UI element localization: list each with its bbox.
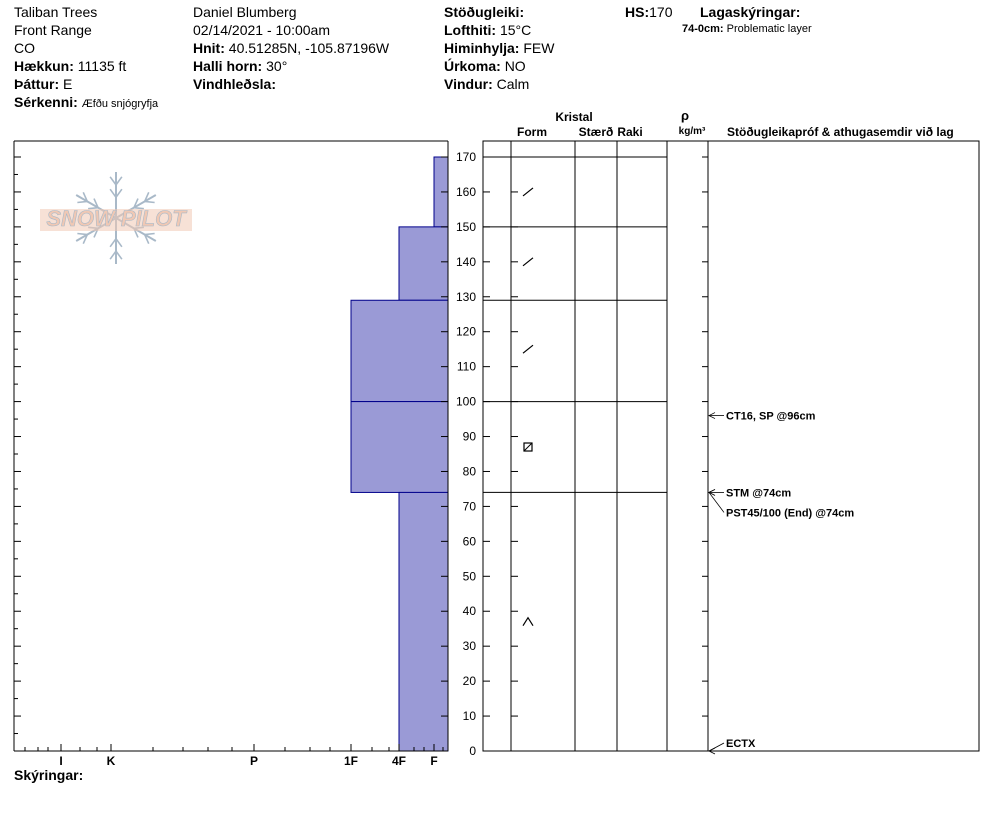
precip-label: Úrkoma: <box>444 58 501 74</box>
grain-symbol-slash <box>523 345 533 353</box>
aspect-label: Þáttur: <box>14 76 60 92</box>
profile-table-frame <box>483 141 979 751</box>
aspect-value: E <box>63 76 73 92</box>
layer-note-text: Problematic layer <box>726 23 812 35</box>
hardness-layer <box>351 402 448 493</box>
snowpilot-watermark <box>40 172 192 264</box>
coords-label: Hnit: <box>193 40 225 56</box>
height-tick-label: 110 <box>456 359 476 374</box>
height-tick-label: 170 <box>455 150 476 164</box>
stability-tests <box>709 411 854 754</box>
height-tick-label: 40 <box>462 604 476 619</box>
hs-value: 170 <box>649 4 673 20</box>
test-leader-line <box>709 492 724 512</box>
grain-form-symbols <box>523 188 533 626</box>
hs-label: HS: <box>625 4 650 20</box>
hardness-tick-label: F <box>430 754 438 768</box>
height-tick-label: 60 <box>462 534 476 549</box>
rho-header: ρ <box>680 108 690 123</box>
observer-name: Daniel Blumberg <box>193 4 297 20</box>
height-tick-label: 160 <box>455 184 476 199</box>
test-label: ECTX <box>726 738 756 750</box>
height-tick-label: 50 <box>462 569 476 584</box>
layer-note-range: 74-0cm: <box>682 23 724 35</box>
grain-symbol-slash <box>523 188 533 196</box>
air-temp-value: 15°C <box>499 22 532 38</box>
wind-loading-label: Vindhleðsla: <box>193 76 276 92</box>
hardness-layers <box>351 157 448 751</box>
size-header: Stærð <box>578 125 614 139</box>
form-header: Form <box>517 125 547 139</box>
watermark-text: SNOW PILOT <box>46 206 186 231</box>
snowflake-branch <box>77 234 87 235</box>
moisture-header: Raki <box>617 125 643 139</box>
sky-value: FEW <box>523 40 555 56</box>
snowflake-branch <box>77 201 87 202</box>
height-tick-label: 30 <box>462 639 476 654</box>
density-unit-header: kg/m³ <box>678 126 706 137</box>
height-axis-labels <box>456 150 476 758</box>
hardness-layer <box>351 300 448 401</box>
snowflake-branch <box>145 201 155 202</box>
height-tick-label: 80 <box>462 464 476 479</box>
hardness-layer <box>399 492 448 751</box>
hardness-tick-label: I <box>59 754 63 768</box>
tests-header: Stöðugleikapróf & athugasemdir við lag <box>727 125 954 139</box>
features-label: Sérkenni: <box>14 94 78 110</box>
hardness-tick-label: 1F <box>343 754 359 768</box>
elevation-label: Hækkun: <box>14 58 74 74</box>
layer-notes-title: Lagaskýringar: <box>700 4 801 20</box>
height-tick-label: 100 <box>455 394 476 409</box>
observation-datetime: 02/14/2021 - 10:00am <box>193 22 330 38</box>
height-tick-label: 140 <box>455 254 476 269</box>
wind-value: Calm <box>496 76 530 92</box>
hardness-layer <box>399 227 448 300</box>
location-name: Taliban Trees <box>14 4 98 20</box>
elevation-value: 11135 ft <box>77 58 127 74</box>
hardness-ticks <box>25 744 443 768</box>
coords-value: 40.51285N, -105.87196W <box>228 40 390 56</box>
test-label: STM @74cm <box>726 487 792 500</box>
grain-symbol-caret <box>523 618 533 626</box>
sky-label: Himinhylja: <box>444 40 520 56</box>
stability-label: Stöðugleiki: <box>444 4 525 20</box>
precip-value: NO <box>504 58 526 74</box>
slope-value: 30° <box>266 58 288 74</box>
height-tick-label: 150 <box>455 219 476 234</box>
grain-symbol-slash <box>523 258 533 266</box>
slope-label: Halli horn: <box>193 58 263 74</box>
hardness-tick-label: P <box>249 754 259 768</box>
test-label: PST45/100 (End) @74cm <box>726 507 855 520</box>
hardness-tick-label: 4F <box>391 754 407 768</box>
snowflake-branch <box>145 234 155 235</box>
state-name: CO <box>14 40 35 56</box>
hardness-tick-label: K <box>106 754 116 768</box>
footer-notes-label: Skýringar: <box>14 767 84 783</box>
air-temp-label: Lofthiti: <box>444 22 497 38</box>
height-tick-label: 10 <box>462 709 476 724</box>
height-tick-label: 90 <box>462 429 476 444</box>
height-tick-label: 70 <box>462 499 476 514</box>
range-name: Front Range <box>14 22 92 38</box>
height-tick-label: 0 <box>469 744 476 758</box>
grain-symbol-box-diag <box>524 443 532 451</box>
height-tick-label: 130 <box>455 289 476 304</box>
height-tick-label: 20 <box>462 674 476 689</box>
test-label: CT16, SP @96cm <box>726 410 816 423</box>
right-y-ticks <box>483 157 708 751</box>
features-value: Æfðu snjógryfja <box>81 98 159 110</box>
wind-label: Vindur: <box>444 76 493 92</box>
height-tick-label: 120 <box>455 324 476 339</box>
crystal-header: Kristal <box>555 110 593 124</box>
